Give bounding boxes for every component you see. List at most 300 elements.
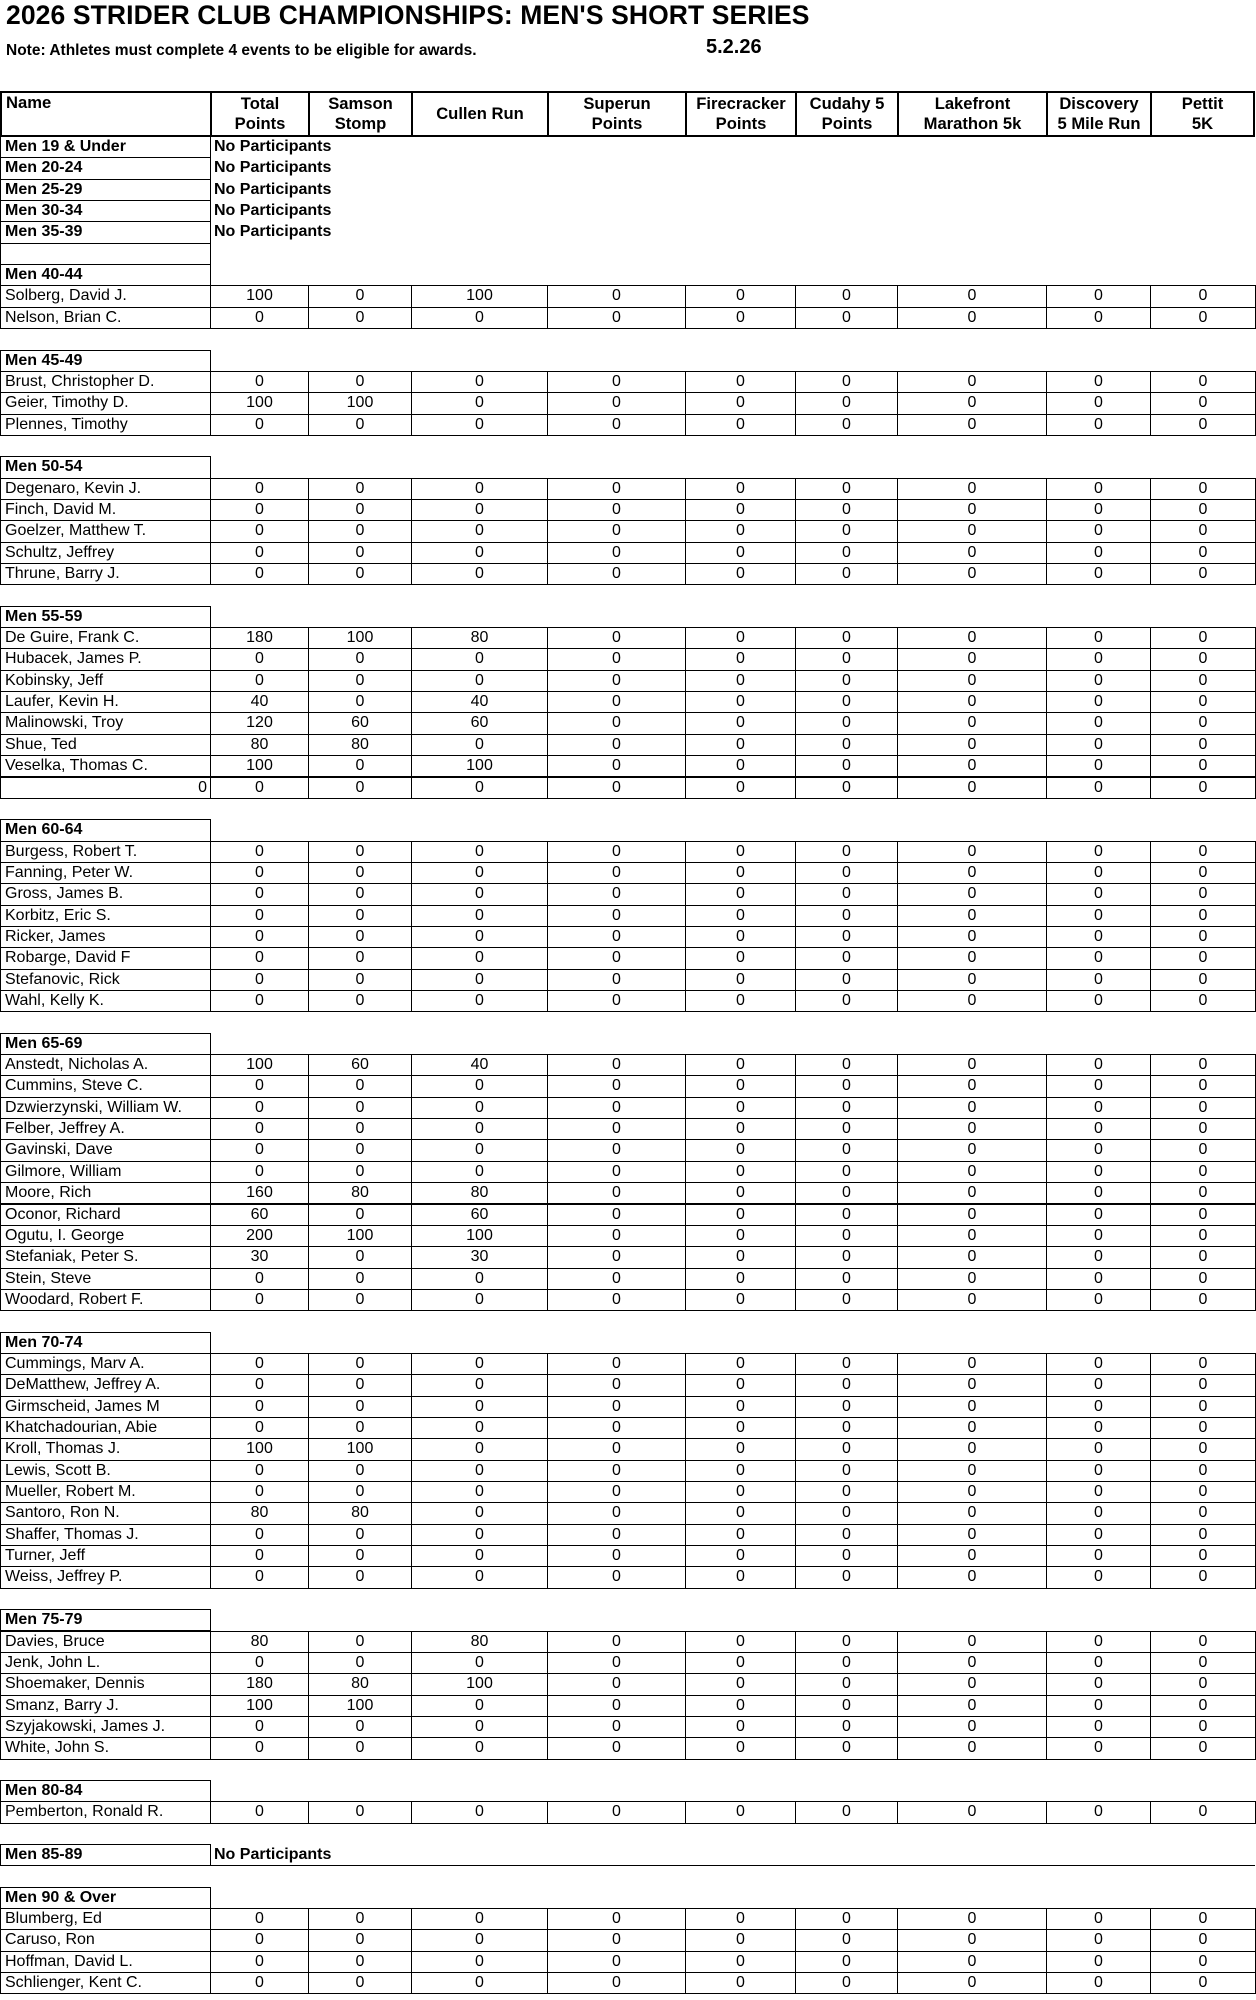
- table-row: [0, 1353, 1255, 1375]
- points-cell: 0: [1150, 1118, 1256, 1140]
- points-cell: 0: [210, 1908, 308, 1930]
- points-cell: 0: [795, 1118, 897, 1140]
- points-cell: 0: [411, 862, 547, 884]
- points-cell: 0: [897, 1054, 1046, 1076]
- column-header-line: Lakefront: [934, 94, 1011, 113]
- athlete-name: Khatchadourian, Abie: [0, 1417, 210, 1439]
- athlete-name: Woodard, Robert F.: [0, 1289, 210, 1311]
- points-cell: 0: [795, 1374, 897, 1396]
- points-cell: 0: [685, 499, 795, 521]
- points-cell: 0: [547, 542, 685, 564]
- athlete-name: Weiss, Jeffrey P.: [0, 1566, 210, 1588]
- column-header-line: Marathon 5k: [923, 114, 1022, 133]
- points-cell: 0: [547, 1502, 685, 1524]
- column-header-line: Cudahy 5: [809, 94, 885, 113]
- table-row: [0, 1438, 1255, 1460]
- points-cell: 0: [210, 1289, 308, 1311]
- points-cell: 0: [1150, 670, 1256, 692]
- points-cell: 0: [547, 1417, 685, 1439]
- points-cell: 0: [547, 1566, 685, 1588]
- points-cell: 0: [1046, 1246, 1150, 1268]
- points-cell: 0: [1046, 1353, 1150, 1375]
- table-row: [0, 777, 1255, 799]
- points-cell: 0: [210, 1139, 308, 1161]
- points-cell: 0: [547, 627, 685, 649]
- table-row: [0, 1374, 1255, 1396]
- points-cell: 100: [411, 285, 547, 307]
- points-cell: 0: [685, 478, 795, 500]
- points-cell: 0: [795, 712, 897, 734]
- points-cell: 0: [1046, 1396, 1150, 1418]
- points-cell: 0: [547, 1737, 685, 1759]
- points-cell: 0: [1046, 862, 1150, 884]
- points-cell: 0: [308, 905, 411, 927]
- points-cell: 0: [1046, 1460, 1150, 1482]
- points-cell: 0: [897, 777, 1046, 799]
- points-cell: 0: [795, 414, 897, 436]
- athlete-name: Turner, Jeff: [0, 1545, 210, 1567]
- points-cell: 0: [308, 1631, 411, 1653]
- points-cell: 0: [795, 1396, 897, 1418]
- athlete-name: Jenk, John L.: [0, 1652, 210, 1674]
- points-cell: 0: [1046, 1631, 1150, 1653]
- table-row: [0, 1204, 1255, 1226]
- points-cell: 0: [1046, 841, 1150, 863]
- table-row: [0, 691, 1255, 713]
- points-cell: 0: [897, 1695, 1046, 1717]
- points-cell: 0: [685, 990, 795, 1012]
- points-cell: 0: [411, 1716, 547, 1738]
- athlete-name: Schultz, Jeffrey: [0, 542, 210, 564]
- points-cell: 0: [795, 1737, 897, 1759]
- points-cell: 0: [308, 777, 411, 799]
- group-label: Men 40-44: [0, 264, 211, 286]
- points-cell: 0: [685, 1716, 795, 1738]
- spacer-row: [0, 243, 211, 265]
- points-cell: 0: [411, 926, 547, 948]
- points-cell: 0: [685, 1396, 795, 1418]
- points-cell: 0: [210, 1374, 308, 1396]
- points-cell: 0: [411, 1929, 547, 1951]
- points-cell: 0: [1150, 1182, 1256, 1204]
- athlete-name: Dzwierzynski, William W.: [0, 1097, 210, 1119]
- points-cell: 0: [210, 1118, 308, 1140]
- points-cell: 0: [897, 1268, 1046, 1290]
- points-cell: 0: [1046, 1182, 1150, 1204]
- points-cell: 0: [795, 1929, 897, 1951]
- points-cell: 0: [210, 648, 308, 670]
- points-cell: 0: [1150, 1801, 1256, 1823]
- points-cell: 0: [411, 1417, 547, 1439]
- points-cell: 0: [547, 520, 685, 542]
- points-cell: 0: [210, 1972, 308, 1994]
- group-label: Men 30-34: [0, 200, 211, 222]
- points-cell: 0: [795, 734, 897, 756]
- points-cell: 0: [795, 1695, 897, 1717]
- points-cell: 0: [795, 542, 897, 564]
- points-cell: 0: [897, 648, 1046, 670]
- column-header-line: Name: [6, 93, 52, 112]
- points-cell: 0: [897, 1075, 1046, 1097]
- points-cell: 0: [897, 520, 1046, 542]
- points-cell: 0: [897, 392, 1046, 414]
- athlete-name: Szyjakowski, James J.: [0, 1716, 210, 1738]
- table-row: [0, 1139, 1255, 1161]
- points-cell: 0: [547, 734, 685, 756]
- points-cell: 0: [1046, 1972, 1150, 1994]
- column-header-line: 5 Mile Run: [1057, 114, 1141, 133]
- points-cell: 0: [1046, 1438, 1150, 1460]
- points-cell: 0: [897, 1631, 1046, 1653]
- points-cell: 0: [547, 883, 685, 905]
- points-cell: 0: [685, 1225, 795, 1247]
- points-cell: 0: [210, 1652, 308, 1674]
- table-row: [0, 1929, 1255, 1951]
- points-cell: 100: [210, 1054, 308, 1076]
- points-cell: 0: [897, 990, 1046, 1012]
- points-cell: 0: [1046, 883, 1150, 905]
- group-label: Men 20-24: [0, 157, 211, 179]
- athlete-name: Anstedt, Nicholas A.: [0, 1054, 210, 1076]
- points-cell: 0: [897, 1566, 1046, 1588]
- table-row: [0, 1908, 1255, 1930]
- points-cell: 0: [685, 1139, 795, 1161]
- points-cell: 0: [210, 1566, 308, 1588]
- points-cell: 0: [308, 1929, 411, 1951]
- points-cell: 0: [685, 841, 795, 863]
- points-cell: 0: [411, 1801, 547, 1823]
- points-cell: 0: [1150, 1566, 1256, 1588]
- table-row: [0, 883, 1255, 905]
- points-cell: 100: [308, 1225, 411, 1247]
- points-cell: 0: [547, 1631, 685, 1653]
- athlete-name: Nelson, Brian C.: [0, 307, 210, 329]
- points-cell: 0: [210, 520, 308, 542]
- points-cell: 0: [795, 1481, 897, 1503]
- points-cell: 0: [1046, 1673, 1150, 1695]
- athlete-name: Kobinsky, Jeff: [0, 670, 210, 692]
- points-cell: 0: [685, 1460, 795, 1482]
- column-header: [547, 91, 687, 137]
- points-cell: 0: [210, 371, 308, 393]
- points-cell: 0: [795, 755, 897, 777]
- no-participants-note: No Participants: [214, 159, 332, 177]
- athlete-name: Mueller, Robert M.: [0, 1481, 210, 1503]
- points-cell: 200: [210, 1225, 308, 1247]
- points-cell: 0: [897, 627, 1046, 649]
- column-header-line: Samson: [328, 94, 393, 113]
- table-row: [0, 285, 1255, 307]
- points-cell: 0: [897, 1225, 1046, 1247]
- points-cell: 0: [1150, 1631, 1256, 1653]
- points-cell: 80: [411, 1182, 547, 1204]
- points-cell: 0: [547, 1652, 685, 1674]
- points-cell: 0: [547, 670, 685, 692]
- points-cell: 0: [795, 1097, 897, 1119]
- points-cell: 0: [795, 1652, 897, 1674]
- points-cell: 0: [1150, 777, 1256, 799]
- points-cell: 0: [897, 947, 1046, 969]
- points-cell: 60: [308, 712, 411, 734]
- points-cell: 0: [685, 1374, 795, 1396]
- points-cell: 0: [411, 499, 547, 521]
- athlete-name: Malinowski, Troy: [0, 712, 210, 734]
- points-cell: 60: [411, 712, 547, 734]
- points-cell: 0: [897, 1737, 1046, 1759]
- points-cell: 0: [685, 648, 795, 670]
- table-row: [0, 371, 1255, 393]
- points-cell: 0: [1150, 1929, 1256, 1951]
- athlete-name: Moore, Rich: [0, 1182, 210, 1204]
- points-cell: 0: [685, 1417, 795, 1439]
- points-cell: 0: [308, 648, 411, 670]
- points-cell: 0: [1150, 755, 1256, 777]
- points-cell: 0: [1046, 691, 1150, 713]
- group-label: Men 45-49: [0, 350, 211, 372]
- table-row: [0, 1289, 1255, 1311]
- group-label: Men 65-69: [0, 1033, 211, 1055]
- points-cell: 0: [308, 1972, 411, 1994]
- athlete-name: Schlienger, Kent C.: [0, 1972, 210, 1994]
- points-cell: 0: [1046, 371, 1150, 393]
- points-cell: 0: [210, 1396, 308, 1418]
- points-cell: 30: [210, 1246, 308, 1268]
- points-cell: 0: [547, 990, 685, 1012]
- points-cell: 0: [308, 862, 411, 884]
- points-cell: 0: [1046, 1524, 1150, 1546]
- points-cell: 0: [795, 1631, 897, 1653]
- points-cell: 100: [411, 1673, 547, 1695]
- points-cell: 0: [897, 1118, 1046, 1140]
- points-cell: 0: [1046, 1139, 1150, 1161]
- athlete-name: Davies, Bruce: [0, 1631, 210, 1653]
- points-cell: 0: [547, 691, 685, 713]
- points-cell: 0: [308, 563, 411, 585]
- points-cell: 0: [547, 1075, 685, 1097]
- table-row: [0, 1246, 1255, 1268]
- points-cell: 0: [1046, 1417, 1150, 1439]
- column-header: [308, 91, 413, 137]
- column-header-line: Points: [821, 114, 873, 133]
- points-cell: 0: [795, 1417, 897, 1439]
- athlete-name: Santoro, Ron N.: [0, 1502, 210, 1524]
- table-row: [0, 1097, 1255, 1119]
- points-cell: 0: [1046, 392, 1150, 414]
- points-cell: 0: [897, 542, 1046, 564]
- points-cell: 0: [210, 542, 308, 564]
- points-cell: 80: [308, 1673, 411, 1695]
- points-cell: 180: [210, 627, 308, 649]
- table-row: [0, 990, 1255, 1012]
- points-cell: 0: [685, 777, 795, 799]
- column-header-line: Superun: [583, 94, 651, 113]
- points-cell: 0: [795, 670, 897, 692]
- athlete-name: Laufer, Kevin H.: [0, 691, 210, 713]
- no-participants-note: No Participants: [214, 138, 332, 155]
- points-cell: 0: [411, 371, 547, 393]
- points-cell: 0: [1150, 1075, 1256, 1097]
- points-cell: 40: [411, 1054, 547, 1076]
- points-cell: 30: [411, 1246, 547, 1268]
- athlete-name: Oconor, Richard: [0, 1204, 210, 1226]
- athlete-name: Gilmore, William: [0, 1161, 210, 1183]
- points-cell: 0: [685, 1246, 795, 1268]
- points-cell: 0: [897, 1673, 1046, 1695]
- athlete-name: White, John S.: [0, 1737, 210, 1759]
- points-cell: 0: [547, 755, 685, 777]
- points-cell: 0: [308, 542, 411, 564]
- points-cell: 0: [897, 1417, 1046, 1439]
- points-cell: 0: [685, 755, 795, 777]
- points-cell: 0: [795, 1524, 897, 1546]
- points-cell: 0: [897, 1182, 1046, 1204]
- points-cell: 0: [685, 1289, 795, 1311]
- points-cell: 0: [897, 1460, 1046, 1482]
- points-cell: 0: [308, 371, 411, 393]
- points-cell: 0: [308, 926, 411, 948]
- points-cell: 0: [411, 520, 547, 542]
- table-row: [0, 755, 1255, 777]
- table-row: [0, 1695, 1255, 1717]
- points-cell: 40: [411, 691, 547, 713]
- athlete-name: Burgess, Robert T.: [0, 841, 210, 863]
- points-cell: 0: [685, 947, 795, 969]
- points-cell: 40: [210, 691, 308, 713]
- points-cell: 0: [411, 392, 547, 414]
- table-row: [0, 1268, 1255, 1290]
- points-cell: 0: [210, 883, 308, 905]
- points-cell: 0: [411, 734, 547, 756]
- points-cell: 0: [1150, 947, 1256, 969]
- points-cell: 0: [547, 841, 685, 863]
- points-cell: 100: [210, 1695, 308, 1717]
- points-cell: 0: [210, 969, 308, 991]
- table-row: [0, 648, 1255, 670]
- points-cell: 0: [897, 1929, 1046, 1951]
- points-cell: 0: [547, 862, 685, 884]
- points-cell: 0: [1046, 1161, 1150, 1183]
- points-cell: 0: [897, 414, 1046, 436]
- points-cell: 0: [210, 1929, 308, 1951]
- points-cell: 0: [411, 1502, 547, 1524]
- points-cell: 0: [308, 883, 411, 905]
- points-cell: 0: [1150, 1545, 1256, 1567]
- athlete-name: Felber, Jeffrey A.: [0, 1118, 210, 1140]
- table-row: [0, 1566, 1255, 1588]
- points-cell: 0: [1150, 1737, 1256, 1759]
- table-row: [0, 520, 1255, 542]
- points-cell: 160: [210, 1182, 308, 1204]
- table-row: [0, 1481, 1255, 1503]
- points-cell: 0: [1150, 648, 1256, 670]
- points-cell: 0: [685, 1545, 795, 1567]
- column-header-line: Points: [234, 114, 286, 133]
- points-cell: 0: [685, 1524, 795, 1546]
- points-cell: 0: [1046, 1695, 1150, 1717]
- points-cell: 0: [897, 563, 1046, 585]
- table-row: [0, 627, 1255, 649]
- points-cell: 100: [411, 755, 547, 777]
- points-cell: 0: [897, 862, 1046, 884]
- points-cell: 0: [210, 1716, 308, 1738]
- points-cell: 80: [308, 1182, 411, 1204]
- points-cell: 0: [547, 1225, 685, 1247]
- points-cell: 0: [685, 1695, 795, 1717]
- points-cell: 0: [795, 1716, 897, 1738]
- points-cell: 0: [897, 1289, 1046, 1311]
- points-cell: 80: [308, 734, 411, 756]
- points-cell: 0: [1150, 1204, 1256, 1226]
- group-label: Men 19 & Under: [0, 136, 211, 158]
- divider: [210, 1865, 1255, 1866]
- points-cell: 0: [685, 1353, 795, 1375]
- points-cell: 0: [411, 1118, 547, 1140]
- athlete-name: Wahl, Kelly K.: [0, 990, 210, 1012]
- points-cell: 0: [308, 520, 411, 542]
- points-cell: 0: [1150, 1161, 1256, 1183]
- points-cell: 0: [1046, 1502, 1150, 1524]
- points-cell: 0: [411, 1097, 547, 1119]
- points-cell: 0: [547, 969, 685, 991]
- points-cell: 0: [411, 1139, 547, 1161]
- points-cell: 0: [897, 1652, 1046, 1674]
- points-cell: 0: [897, 1972, 1046, 1994]
- points-cell: 0: [308, 1716, 411, 1738]
- column-header-line: Points: [715, 114, 767, 133]
- points-cell: 0: [685, 1951, 795, 1973]
- points-cell: 0: [547, 414, 685, 436]
- athlete-name: Ricker, James: [0, 926, 210, 948]
- points-cell: 0: [1150, 542, 1256, 564]
- points-cell: 0: [1046, 1545, 1150, 1567]
- points-cell: 0: [795, 1204, 897, 1226]
- points-cell: 0: [547, 1097, 685, 1119]
- table-row: [0, 905, 1255, 927]
- column-header: [0, 91, 212, 137]
- column-header: [1150, 91, 1255, 137]
- points-cell: 0: [411, 478, 547, 500]
- points-cell: 0: [308, 947, 411, 969]
- points-cell: 0: [795, 1460, 897, 1482]
- points-cell: 0: [685, 1673, 795, 1695]
- points-cell: 0: [210, 1460, 308, 1482]
- points-cell: 0: [1150, 1054, 1256, 1076]
- points-cell: 0: [1150, 627, 1256, 649]
- points-cell: 0: [1150, 1396, 1256, 1418]
- points-cell: 0: [411, 1438, 547, 1460]
- points-cell: 0: [795, 841, 897, 863]
- points-cell: 0: [308, 1417, 411, 1439]
- points-cell: 100: [411, 1225, 547, 1247]
- athlete-name: Finch, David M.: [0, 499, 210, 521]
- points-cell: 0: [1046, 1716, 1150, 1738]
- points-cell: 0: [308, 1951, 411, 1973]
- points-cell: 0: [897, 1801, 1046, 1823]
- points-cell: 0: [1150, 969, 1256, 991]
- table-row: [0, 1054, 1255, 1076]
- points-cell: 0: [308, 1204, 411, 1226]
- points-cell: 0: [1046, 1204, 1150, 1226]
- points-cell: 0: [210, 563, 308, 585]
- points-cell: 0: [685, 1972, 795, 1994]
- points-cell: 0: [1046, 1225, 1150, 1247]
- group-label: Men 25-29: [0, 179, 211, 201]
- points-cell: 0: [547, 648, 685, 670]
- points-cell: 0: [795, 1908, 897, 1930]
- points-cell: 0: [795, 1268, 897, 1290]
- points-cell: 0: [1150, 1716, 1256, 1738]
- points-cell: 0: [795, 1438, 897, 1460]
